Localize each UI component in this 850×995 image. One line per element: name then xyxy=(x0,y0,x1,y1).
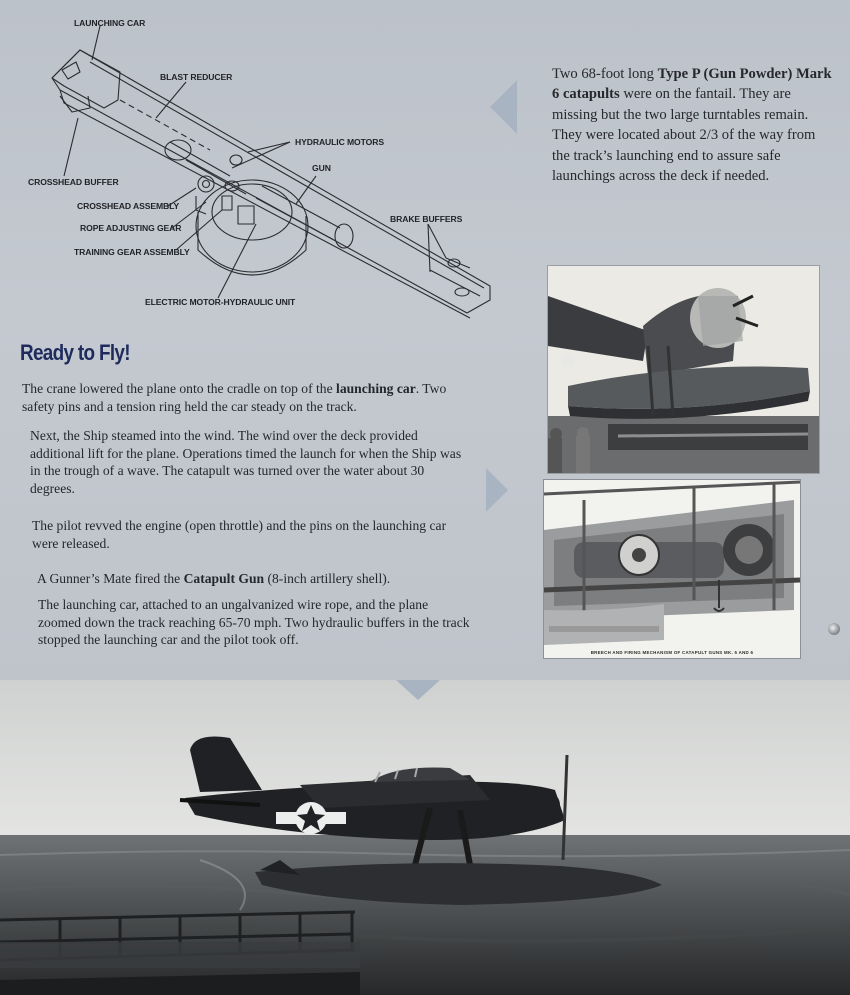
paragraph-gunner: A Gunner’s Mate fired the Catapult Gun (8-inch artillery shell). xyxy=(37,571,391,586)
seaplane-launch-photo xyxy=(0,680,850,995)
paragraph-crane: The crane lowered the plane onto the cradle on top of the launching car. Two safety pins and a tension ring held the car steady on the track. xyxy=(22,381,447,414)
catapult-diagram xyxy=(0,0,540,320)
plane-on-catapult-photo xyxy=(547,265,820,474)
label-electric-motor-hydraulic-unit: ELECTRIC MOTOR-HYDRAULIC UNIT xyxy=(145,297,296,307)
label-gun: GUN xyxy=(312,163,331,173)
mounting-screw xyxy=(828,623,840,635)
label-hydraulic-motors: HYDRAULIC MOTORS xyxy=(295,137,384,147)
breech-mechanism-photo xyxy=(543,479,801,659)
arrow-right xyxy=(486,468,508,512)
sidebar-text: Two 68-foot long Type P (Gun Powder) Mark 6 catapults were on the fantail. They are missing but the two large turntables remain. They were located about 2/3 of the way from the track’s launching end to assure safe launchings across the deck if needed. xyxy=(552,66,832,185)
label-brake-buffers: BRAKE BUFFERS xyxy=(390,214,463,224)
label-rope-adjusting-gear: ROPE ADJUSTING GEAR xyxy=(80,223,182,233)
label-training-gear-assembly: TRAINING GEAR ASSEMBLY xyxy=(74,247,190,257)
arrow-down xyxy=(396,680,440,700)
paragraph-launch: The launching car, attached to an ungalvanized wire rope, and the plane zoomed down the track reaching 65-70 mph. Two hydraulic buffers in the track stopped the launching car and the pilot took off. xyxy=(38,597,470,648)
label-blast-reducer: BLAST REDUCER xyxy=(160,72,233,82)
label-crosshead-buffer: CROSSHEAD BUFFER xyxy=(28,177,119,187)
label-launching-car: LAUNCHING CAR xyxy=(74,18,146,28)
label-crosshead-assembly: CROSSHEAD ASSEMBLY xyxy=(77,201,180,211)
arrow-left xyxy=(490,80,517,134)
section-heading: Ready to Fly! xyxy=(20,340,130,365)
photo-caption: BREECH AND FIRING MECHANISM OF CATAPULT GUNS MK. 5 AND 6 xyxy=(590,650,754,655)
paragraph-pilot: The pilot revved the engine (open throttle) and the pins on the launching car were released. xyxy=(32,518,447,551)
paragraph-wind: Next, the Ship steamed into the wind. The wind over the deck provided additional lift for the plane. Operations timed the launch for when the Ship was in the trough of a wave. The catapult was turned over the water about 30 degrees. xyxy=(30,428,462,496)
